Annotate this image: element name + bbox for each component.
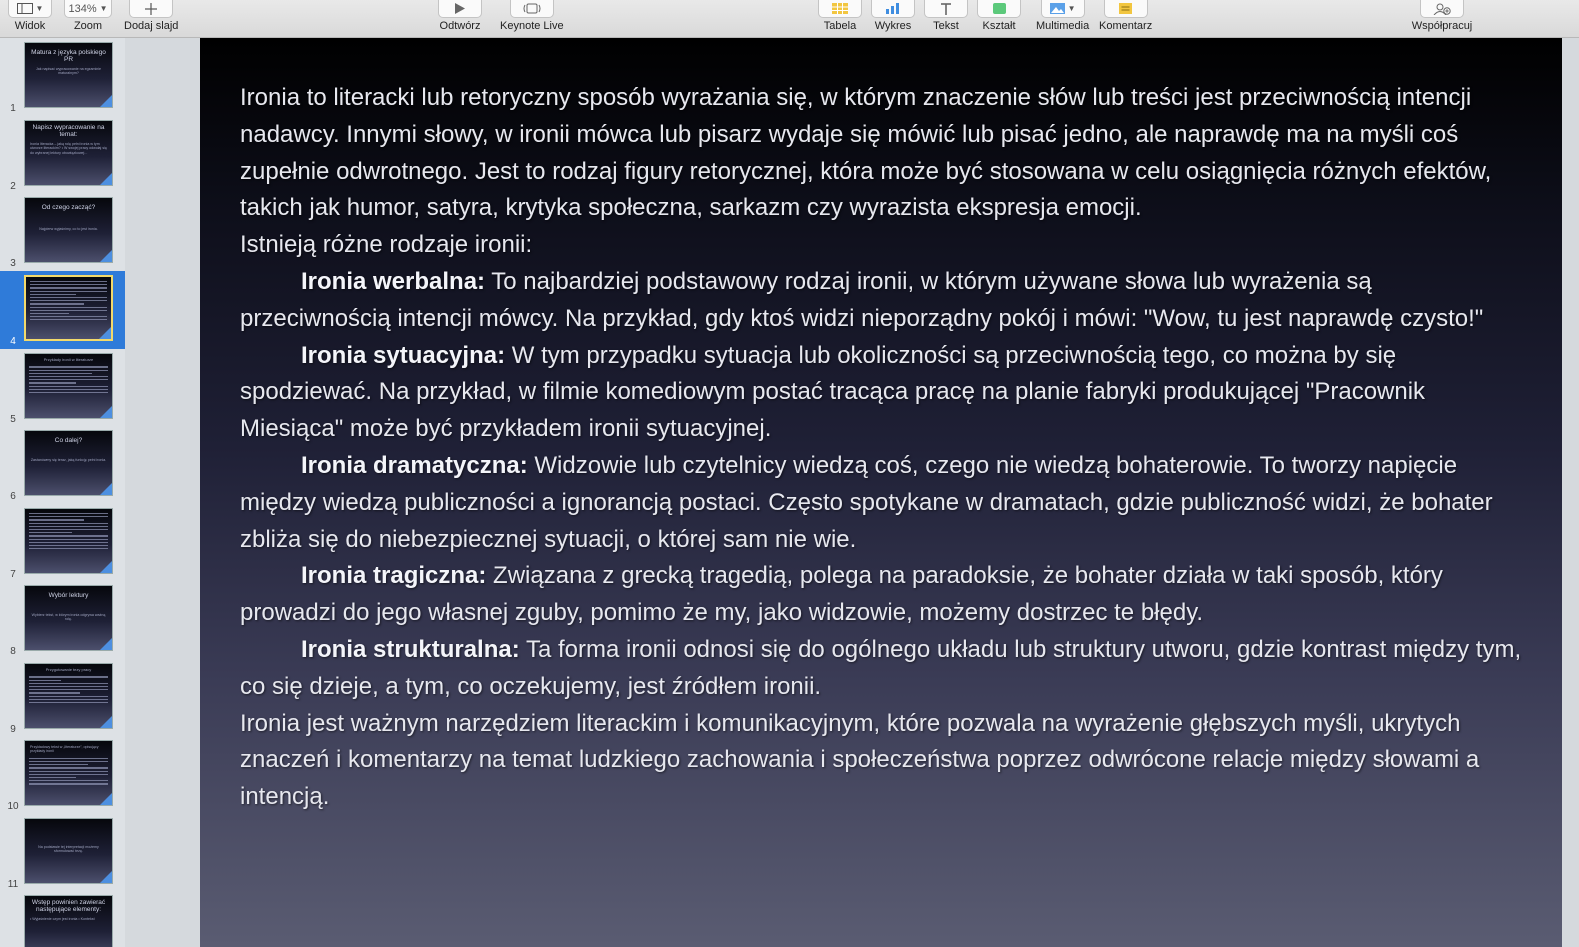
- slide-number: 3: [10, 258, 16, 269]
- slide-number: 11: [7, 879, 19, 890]
- slide-number: 8: [10, 646, 16, 657]
- editor-background: [125, 38, 200, 947]
- view-control[interactable]: [8, 0, 52, 38]
- plus-icon: [145, 3, 157, 15]
- shape-control[interactable]: [977, 0, 1021, 38]
- slide-number: 7: [10, 569, 16, 580]
- shape-button[interactable]: [977, 0, 1021, 18]
- irony-type-term: Ironia werbalna:: [301, 267, 486, 295]
- sidebar-layout-icon: [17, 3, 33, 14]
- thumbnail-title: Od czego zacząć?: [41, 204, 96, 211]
- zoom-value: 134%: [68, 2, 97, 15]
- slide-thumbnail-4[interactable]: [0, 271, 125, 349]
- slide-thumbnail-2[interactable]: [0, 116, 125, 194]
- chevron-down-icon: ▼: [99, 4, 108, 13]
- thumbnail-preview: [24, 430, 113, 496]
- slide-number: 4: [10, 336, 16, 347]
- play-label: Odtwórz: [439, 20, 481, 32]
- collaborate-label: Współpracuj: [1411, 20, 1473, 32]
- zoom-label: Zoom: [73, 20, 103, 32]
- slide-thumbnail-8[interactable]: [0, 581, 125, 659]
- chart-icon: [886, 3, 900, 14]
- slide-number: 1: [10, 103, 16, 114]
- thumbnail-text-lines: [26, 277, 111, 320]
- conclusion-paragraph: Ironia jest ważnym narzędziem literackim i komunikacyjnym, które pozwala na wyrażenie głębszych myśli, ukrytych znaczeń i komentarzy na temat ludzkiego zachowania i społeczeństwa poprzez odwrócone relacje między słowami a intencją.: [240, 709, 1480, 811]
- thumbnail-text-lines: [25, 509, 112, 549]
- media-control[interactable]: [1036, 0, 1089, 38]
- intro-paragraph: Ironia to literacki lub retoryczny sposób wyrażania się, w którym znaczenie słów lub treści jest przeciwnością intencji nadawcy. Innymi słowy, w ironii mówca lub pisarz wydaje się mówić lub pisać jedno, ale naprawdę ma na myśli coś zupełnie odwrotnego. Jest to rodzaj figury retorycznej, która może być stosowana w celu osiągnięcia różnych efektów, takich jak humor, satyra, krytyka społeczna, sarkazm czy wyrazista ekspresja emocji.: [240, 84, 1492, 222]
- toolbar: [0, 0, 1579, 38]
- add-slide-button[interactable]: [129, 0, 173, 18]
- text-button[interactable]: [924, 0, 968, 18]
- thumbnail-body: • Wyjaśnienie czym jest ironia • Kontekst: [30, 917, 95, 921]
- slide-number: 5: [10, 414, 16, 425]
- collaborate-button[interactable]: [1420, 0, 1464, 18]
- slide-thumbnail-12[interactable]: [0, 891, 125, 947]
- editor-background-right: [1562, 38, 1579, 947]
- slide-number: 2: [10, 181, 16, 192]
- play-control[interactable]: [438, 0, 482, 38]
- comment-button[interactable]: [1104, 0, 1148, 18]
- irony-type-term: Ironia dramatyczna:: [301, 451, 528, 479]
- irony-type-item: [240, 558, 1522, 632]
- text-icon: [940, 3, 952, 15]
- slide-thumbnail-6[interactable]: [0, 426, 125, 504]
- irony-type-item: [240, 632, 1522, 706]
- thumbnail-preview: [24, 120, 113, 186]
- comment-control[interactable]: [1099, 0, 1152, 38]
- table-label: Tabela: [823, 20, 857, 32]
- thumbnail-body: Zastanówmy się teraz, jaką funkcję pełni ironia.: [30, 458, 107, 462]
- table-button[interactable]: [818, 0, 862, 18]
- slide-thumbnail-10[interactable]: [0, 736, 125, 814]
- thumbnail-body: Wybierz tekst, w którym ironia odgrywa ważną rolę.: [31, 613, 106, 622]
- thumbnail-preview: [24, 663, 113, 729]
- thumbnail-title: Przykładowy tekst w „literaturze”, opisujący przykłady ironii: [30, 745, 99, 754]
- media-button[interactable]: [1041, 0, 1085, 18]
- thumbnail-preview: [24, 895, 113, 947]
- play-icon: [455, 3, 465, 14]
- slide-thumbnail-5[interactable]: [0, 349, 125, 427]
- thumbnail-preview: [24, 740, 113, 806]
- add-slide-label: Dodaj slajd: [124, 20, 179, 32]
- slide-thumbnail-9[interactable]: [0, 659, 125, 737]
- thumbnail-title: Przykłady ironii w literaturze: [43, 357, 94, 362]
- irony-type-item: [240, 448, 1522, 558]
- thumbnail-body: Jak napisać wypracowanie na egzaminie maturalnym?: [35, 67, 102, 76]
- irony-type-term: Ironia sytuacyjna:: [301, 341, 506, 369]
- thumbnail-preview: [24, 818, 113, 884]
- thumbnail-preview: [24, 585, 113, 651]
- text-control[interactable]: [924, 0, 968, 38]
- shape-icon: [993, 3, 1006, 14]
- thumbnail-body: Ironia literacka – jaką rolę pełni ironia w tym utworze literackim? • W swojej pracy odwołaj się do wybranej lektury obowiązkowej...: [30, 142, 107, 155]
- thumbnail-preview: [24, 42, 113, 108]
- irony-type-text: Ta forma ironii odnosi się do ogólnego układu lub struktury utworu, gdzie kontrast między tym, co się dzieje, a tym, co oczekujemy, jest źródłem ironii.: [240, 635, 1522, 700]
- slide-thumbnail-11[interactable]: [0, 814, 125, 892]
- view-button[interactable]: [8, 0, 52, 18]
- thumbnail-preview: [24, 197, 113, 263]
- table-icon: [832, 3, 848, 14]
- chart-button[interactable]: [871, 0, 915, 18]
- slide-text-box[interactable]: [240, 80, 1522, 816]
- irony-type-item: [240, 338, 1522, 448]
- irony-type-text: Związana z grecką tragedią, polega na paradoksie, że bohater działa w taki sposób, który prowadzi do jego własnej zguby, pomimo że my, jako widzowie, możemy dostrzec te błędy.: [240, 562, 1443, 627]
- shape-label: Kształt: [982, 20, 1016, 32]
- irony-type-text: W tym przypadku sytuacja lub okoliczności są przeciwnością tego, co można by się spodziewać. Na przykład, w filmie komediowym postać tracąca pracę na planie fabryki produkującej "Pracownik Miesiąca" może być przykładem ironii sytuacyjnej.: [240, 341, 1426, 443]
- slide-number: 9: [10, 724, 16, 735]
- keynote-live-control[interactable]: [500, 0, 564, 38]
- zoom-button[interactable]: [64, 0, 112, 18]
- thumbnail-title: Napisz wypracowanie na temat:: [32, 124, 105, 138]
- chevron-down-icon: ▼: [1067, 4, 1076, 13]
- media-label: Multimedia: [1036, 20, 1090, 32]
- thumbnail-title: Wstęp powinien zawierać następujące elementy:: [31, 899, 106, 913]
- broadcast-icon: [523, 3, 541, 14]
- keynote-live-button[interactable]: [510, 0, 554, 18]
- slide-navigator: [0, 38, 125, 947]
- thumbnail-body: Na podstawie tej interpretacji możemy sformułować tezę.: [38, 845, 99, 854]
- irony-type-text: To najbardziej podstawowy rodzaj ironii, w którym używane słowa lub wyrażenia są przeciwnością intencji mówcy. Na przykład, gdy ktoś widzi nieporządny pokój i mówi: "Wow, tu jest naprawdę czysto!": [240, 267, 1484, 332]
- thumbnail-title: Co dalej?: [54, 437, 83, 444]
- chart-control[interactable]: [871, 0, 915, 38]
- play-button[interactable]: [438, 0, 482, 18]
- thumbnail-title: Matura z języka polskiego PR: [31, 49, 106, 63]
- types-heading: Istnieją różne rodzaje ironii:: [240, 231, 533, 259]
- slide-canvas[interactable]: [200, 38, 1562, 947]
- comment-icon: [1119, 3, 1132, 14]
- collaborate-control[interactable]: [1410, 0, 1474, 38]
- irony-type-item: [240, 264, 1522, 338]
- zoom-control[interactable]: [64, 0, 112, 38]
- text-label: Tekst: [933, 20, 959, 32]
- thumbnail-title: Przygotowanie tezy pracy: [45, 667, 92, 672]
- thumbnail-text-lines: [25, 672, 112, 703]
- thumbnail-preview: [24, 353, 113, 419]
- add-person-icon: [1433, 3, 1451, 15]
- irony-type-term: Ironia strukturalna:: [301, 635, 520, 663]
- add-slide-control[interactable]: [124, 0, 178, 38]
- image-icon: [1050, 3, 1065, 14]
- chevron-down-icon: ▼: [35, 4, 44, 13]
- view-label: Widok: [14, 20, 46, 32]
- slide-number: 6: [10, 491, 16, 502]
- thumbnail-body: Najpierw wyjaśnimy, co to jest ironia.: [39, 227, 98, 231]
- comment-label: Komentarz: [1099, 20, 1153, 32]
- slide-thumbnail-1[interactable]: [0, 38, 125, 116]
- thumbnail-text-lines: [25, 362, 112, 393]
- thumbnail-preview: [24, 275, 113, 341]
- slide-thumbnail-3[interactable]: [0, 193, 125, 271]
- thumbnail-preview: [24, 508, 113, 574]
- slide-number: 10: [7, 801, 19, 812]
- chart-label: Wykres: [874, 20, 912, 32]
- table-control[interactable]: [818, 0, 862, 38]
- irony-type-text: Widzowie lub czytelnicy wiedzą coś, czego nie wiedzą bohaterowie. To tworzy napięcie między wiedzą publiczności a ignorancją postaci. Często spotykane w dramatach, gdzie publiczność widzi, że bohater zbliża się do niebezpiecznej sytuacji, o której sam nie wie.: [240, 451, 1493, 553]
- keynote-live-label: Keynote Live: [500, 20, 564, 32]
- thumbnail-text-lines: [25, 754, 112, 785]
- irony-type-term: Ironia tragiczna:: [301, 562, 487, 590]
- thumbnail-title: Wybór lektury: [48, 592, 89, 599]
- slide-thumbnail-7[interactable]: [0, 504, 125, 582]
